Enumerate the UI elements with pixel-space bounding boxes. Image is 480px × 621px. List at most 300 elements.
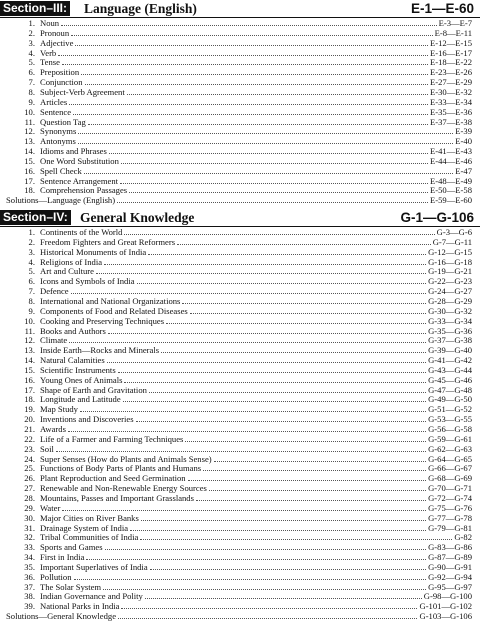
entry-number: 16. — [24, 374, 35, 385]
toc-entry — [0, 473, 480, 483]
entry-pages: G-64—G-65 — [428, 453, 472, 464]
entry-leader-line — [40, 28, 472, 38]
entry-pages: E-59—E-60 — [429, 195, 472, 206]
toc-entry — [0, 542, 480, 552]
toc-entry — [0, 48, 480, 58]
entry-leader-line — [40, 601, 472, 611]
entry-number: 17. — [24, 384, 35, 395]
entry-title: Indian Governance and Polity — [40, 591, 143, 602]
dot-leader — [56, 444, 426, 452]
entry-leader-line — [6, 611, 472, 621]
entry-title: Historical Monuments of India — [40, 246, 147, 257]
dot-leader — [129, 185, 428, 193]
entry-leader-line — [40, 166, 472, 176]
entry-number: 22. — [24, 433, 35, 444]
entry-number: 2. — [28, 236, 35, 247]
dot-leader — [203, 463, 426, 471]
entry-title: Tribal Communities of India — [40, 532, 139, 543]
entry-number: 10. — [24, 106, 35, 117]
toc-entry — [0, 316, 480, 326]
toc-entry — [0, 296, 480, 306]
dot-leader — [75, 38, 428, 46]
entry-title: National Parks in India — [40, 601, 120, 612]
entry-number: 14. — [24, 355, 35, 366]
toc-entry — [0, 126, 480, 136]
entry-title: Question Tag — [40, 116, 86, 127]
entry-pages: G-47—G-48 — [428, 384, 472, 395]
entry-pages: E-41—E-43 — [429, 146, 472, 157]
entry-number: 32. — [24, 532, 35, 543]
entry-number: 19. — [24, 404, 35, 415]
dot-leader — [177, 237, 431, 245]
solutions-entry — [0, 611, 480, 621]
entry-title: Super Senses (How do Plants and Animals Sense) — [40, 453, 212, 464]
toc-entry — [0, 146, 480, 156]
entry-number: 16. — [24, 165, 35, 176]
toc-entry — [0, 237, 480, 247]
dot-leader — [166, 316, 426, 324]
entry-leader-line — [40, 572, 472, 582]
entry-pages: G-37—G-38 — [428, 335, 472, 346]
entry-pages: G-35—G-36 — [428, 325, 472, 336]
toc-entry — [0, 38, 480, 48]
toc-entry — [0, 532, 480, 542]
dot-leader — [62, 503, 426, 511]
entry-pages: G-103—G-106 — [419, 611, 472, 621]
section-iii-title: Language (English) — [84, 1, 197, 16]
entry-leader-line — [40, 77, 472, 87]
entry-title: Articles — [40, 96, 68, 107]
entry-number: 8. — [28, 86, 35, 97]
entry-title: Shape of Earth and Gravitation — [40, 384, 147, 395]
entry-number: 6. — [28, 67, 35, 78]
entry-number: 13. — [24, 136, 35, 147]
entry-title: International and National Organizations — [40, 295, 181, 306]
dot-leader — [185, 434, 426, 442]
entry-title: Books and Authors — [40, 325, 106, 336]
entry-leader-line — [40, 48, 472, 58]
toc-entry — [0, 345, 480, 355]
entry-title: Renewable and Non-Renewable Energy Sources — [40, 483, 207, 494]
entry-title: Mountains, Passes and Important Grasslands — [40, 492, 194, 503]
toc-entry — [0, 117, 480, 127]
entry-number: 5. — [28, 266, 35, 277]
entry-pages: G-101—G-102 — [419, 601, 472, 612]
toc-entry — [0, 463, 480, 473]
entry-leader-line — [40, 404, 472, 414]
entry-pages: G-98—G-100 — [423, 591, 472, 602]
entry-title: Life of a Farmer and Farming Techniques — [40, 433, 184, 444]
dot-leader — [196, 493, 426, 501]
dot-leader — [74, 572, 427, 580]
entry-number: 12. — [24, 335, 35, 346]
dot-leader — [104, 257, 426, 265]
entry-title: Scientific Instruments — [40, 364, 116, 375]
entry-pages: G-28—G-29 — [428, 295, 472, 306]
toc-entry — [0, 247, 480, 257]
entry-leader-line — [40, 38, 472, 48]
dot-leader — [107, 355, 426, 363]
dot-leader — [182, 296, 426, 304]
entry-leader-line — [40, 107, 472, 117]
entry-title: Antonyms — [40, 136, 76, 147]
entry-title: Adjective — [40, 37, 74, 48]
entry-number: 21. — [24, 424, 35, 434]
entry-title: Icons and Symbols of India — [40, 276, 135, 287]
entry-pages: G-90—G-91 — [428, 561, 472, 572]
entry-number: 37. — [24, 581, 35, 592]
entry-number: 8. — [28, 295, 35, 306]
toc-entry — [0, 28, 480, 38]
entry-leader-line — [40, 185, 472, 195]
toc-entry — [0, 257, 480, 267]
entry-number: 4. — [28, 256, 35, 267]
toc-entry — [0, 394, 480, 404]
entry-leader-line — [40, 375, 472, 385]
toc-entry — [0, 523, 480, 533]
entry-leader-line — [40, 266, 472, 276]
entry-number: 30. — [24, 512, 35, 523]
toc-entry — [0, 276, 480, 286]
entry-pages: E-39 — [455, 126, 472, 137]
entry-number: 3. — [28, 37, 35, 48]
entry-number: 33. — [24, 542, 35, 553]
entry-leader-line — [40, 276, 472, 286]
entry-number: 4. — [28, 47, 35, 58]
dot-leader — [109, 146, 428, 154]
dot-leader — [190, 306, 426, 314]
entry-leader-line — [40, 463, 472, 473]
entry-number: 11. — [24, 116, 35, 127]
entry-pages: E-27—E-29 — [429, 77, 472, 88]
entry-title: Plant Reproduction and Seed Germination — [40, 473, 186, 484]
entry-number: 28. — [24, 492, 35, 503]
toc-entry — [0, 57, 480, 67]
entry-pages: E-23—E-26 — [429, 67, 472, 78]
toc-entry — [0, 326, 480, 336]
dot-leader — [61, 18, 436, 26]
dot-leader — [150, 562, 426, 570]
entry-leader-line — [40, 326, 472, 336]
dot-leader — [121, 601, 417, 609]
toc-entry — [0, 136, 480, 146]
entry-leader-line — [40, 473, 472, 483]
entry-leader-line — [40, 57, 472, 67]
entry-title: Climate — [40, 335, 68, 346]
dot-leader — [121, 156, 428, 164]
toc-entry — [0, 18, 480, 28]
toc-entry — [0, 166, 480, 176]
toc-entry — [0, 375, 480, 385]
entry-leader-line — [40, 591, 472, 601]
toc-entry — [0, 493, 480, 503]
entry-number: 20. — [24, 414, 35, 425]
entry-title: Comprehension Passages — [40, 185, 128, 196]
entry-pages: G-19—G-21 — [428, 266, 472, 277]
toc-entry — [0, 414, 480, 424]
entry-number: 29. — [24, 502, 35, 513]
dot-leader — [145, 591, 422, 599]
dot-leader — [124, 227, 434, 235]
entry-pages: E-44—E-46 — [429, 155, 472, 166]
toc-entry — [0, 335, 480, 345]
entry-title: Solutions—Language (English) — [6, 195, 116, 206]
toc-entry — [0, 176, 480, 186]
dot-leader — [71, 286, 426, 294]
entry-title: Inventions and Discoveries — [40, 414, 134, 425]
toc-entry — [0, 601, 480, 611]
entry-leader-line — [40, 424, 472, 434]
entry-pages: G-16—G-18 — [428, 256, 472, 267]
dot-leader — [78, 136, 453, 144]
entry-title: Sports and Games — [40, 542, 103, 553]
entry-number: 18. — [24, 185, 35, 196]
entry-number: 1. — [28, 227, 35, 237]
entry-pages: G-75—G-76 — [428, 502, 472, 513]
dot-leader — [73, 107, 428, 115]
entry-title: Defence — [40, 286, 69, 297]
dot-leader — [96, 266, 426, 274]
entry-title: Sentence Arrangement — [40, 175, 119, 186]
entry-leader-line — [40, 136, 472, 146]
toc-entry — [0, 227, 480, 237]
dot-leader — [117, 195, 428, 203]
dot-leader — [78, 126, 453, 134]
entry-leader-line — [40, 227, 472, 237]
entry-pages: G-83—G-86 — [428, 542, 472, 553]
entry-title: Sentence — [40, 106, 72, 117]
toc-entry — [0, 156, 480, 166]
entry-number: 23. — [24, 443, 35, 454]
entry-pages: G-7—G-11 — [432, 236, 472, 247]
section-iv-tag: Section–IV: — [0, 210, 71, 225]
entry-pages: E-3—E-7 — [438, 18, 472, 28]
entry-pages: E-50—E-58 — [429, 185, 472, 196]
entry-leader-line — [40, 176, 472, 186]
entry-pages: G-70—G-71 — [428, 483, 472, 494]
entry-title: Noun — [40, 18, 60, 28]
toc-entry — [0, 552, 480, 562]
entry-number: 36. — [24, 571, 35, 582]
entry-number: 35. — [24, 561, 35, 572]
entry-number: 5. — [28, 57, 35, 68]
dot-leader — [71, 28, 432, 36]
entry-pages: E-48—E-49 — [429, 175, 472, 186]
toc-entry — [0, 424, 480, 434]
entry-title: Drainage System of India — [40, 522, 129, 533]
entry-title: Preposition — [40, 67, 80, 78]
entry-leader-line — [40, 316, 472, 326]
dot-leader — [108, 326, 426, 334]
entry-leader-line — [40, 296, 472, 306]
entry-leader-line — [6, 195, 472, 205]
entry-number: 9. — [28, 96, 35, 107]
entry-pages: G-43—G-44 — [428, 364, 472, 375]
entry-pages: E-16—E-17 — [429, 47, 472, 58]
toc-entry — [0, 483, 480, 493]
entry-number: 13. — [24, 345, 35, 356]
entry-title: Continents of the World — [40, 227, 123, 237]
dot-leader — [137, 276, 427, 284]
entry-title: Tense — [40, 57, 60, 68]
dot-leader — [69, 335, 426, 343]
entry-leader-line — [40, 532, 472, 542]
entry-leader-line — [40, 385, 472, 395]
dot-leader — [62, 57, 428, 65]
entry-leader-line — [40, 126, 472, 136]
entry-title: Components of Food and Related Diseases — [40, 305, 188, 316]
entry-number: 11. — [24, 325, 35, 336]
entry-leader-line — [40, 434, 472, 444]
entry-title: Conjunction — [40, 77, 83, 88]
toc-entry — [0, 355, 480, 365]
entry-number: 7. — [28, 286, 35, 297]
toc-entry — [0, 107, 480, 117]
entry-title: Important Superlatives of India — [40, 561, 148, 572]
entry-pages: G-92—G-94 — [428, 571, 472, 582]
entry-title: The Solar System — [40, 581, 102, 592]
toc-entry — [0, 97, 480, 107]
entry-leader-line — [40, 365, 472, 375]
entry-number: 1. — [28, 18, 35, 28]
entry-leader-line — [40, 67, 472, 77]
entry-title: Cooking and Preserving Techniques — [40, 315, 165, 326]
dot-leader — [120, 176, 428, 184]
entry-title: Solutions—General Knowledge — [6, 611, 117, 621]
entry-number: 27. — [24, 483, 35, 494]
entry-title: Longitude and Latitude — [40, 394, 121, 405]
entry-pages: E-40 — [455, 136, 472, 147]
entry-pages: G-39—G-40 — [428, 345, 472, 356]
dot-leader — [123, 394, 426, 402]
dot-leader — [88, 117, 428, 125]
toc-entry — [0, 582, 480, 592]
entry-leader-line — [40, 257, 472, 267]
entry-leader-line — [40, 394, 472, 404]
entry-pages: G-59—G-61 — [428, 433, 472, 444]
toc-entry — [0, 444, 480, 454]
entry-pages: E-30—E-32 — [429, 86, 472, 97]
entry-title: Religions of India — [40, 256, 103, 267]
toc-entry — [0, 77, 480, 87]
entry-pages: E-33—E-34 — [429, 96, 472, 107]
entry-pages: G-82 — [454, 532, 472, 543]
dot-leader — [81, 67, 428, 75]
entry-leader-line — [40, 513, 472, 523]
entry-title: Freedom Fighters and Great Reformers — [40, 236, 176, 247]
entry-pages: G-30—G-32 — [428, 305, 472, 316]
entry-title: Soil — [40, 443, 54, 454]
entry-pages: G-45—G-46 — [428, 374, 472, 385]
entry-number: 15. — [24, 364, 35, 375]
entry-title: Young Ones of Animals — [40, 374, 123, 385]
entry-title: Verb — [40, 47, 57, 58]
entry-leader-line — [40, 87, 472, 97]
entry-title: Functions of Body Parts of Plants and Humans — [40, 463, 202, 474]
entry-pages: G-3—G-6 — [436, 227, 472, 237]
dot-leader — [80, 404, 426, 412]
entry-pages: E-12—E-15 — [429, 37, 472, 48]
entry-title: First in India — [40, 552, 85, 563]
section-iii-header — [0, 0, 480, 17]
toc-entry — [0, 67, 480, 77]
entry-title: Inside Earth—Rocks and Minerals — [40, 345, 160, 356]
entry-leader-line — [40, 582, 472, 592]
solutions-entry — [0, 195, 480, 205]
dot-leader — [84, 166, 454, 174]
entry-number: 26. — [24, 473, 35, 484]
dot-leader — [141, 513, 426, 521]
toc-entry — [0, 434, 480, 444]
entry-leader-line — [40, 542, 472, 552]
entry-title: Pollution — [40, 571, 72, 582]
entry-title: Awards — [40, 424, 66, 434]
entry-number: 12. — [24, 126, 35, 137]
entry-number: 17. — [24, 175, 35, 186]
entry-number: 38. — [24, 591, 35, 602]
entry-title: One Word Substitution — [40, 155, 119, 166]
dot-leader — [118, 365, 426, 373]
dot-leader — [85, 77, 428, 85]
entry-number: 31. — [24, 522, 35, 533]
section-iv-title: General Knowledge — [80, 210, 195, 225]
dot-leader — [140, 532, 452, 540]
toc-entry — [0, 562, 480, 572]
dot-leader — [161, 345, 426, 353]
entry-number: 6. — [28, 276, 35, 287]
entry-number: 15. — [24, 155, 35, 166]
entry-leader-line — [40, 247, 472, 257]
entry-pages: G-53—G-55 — [428, 414, 472, 425]
toc-entry — [0, 572, 480, 582]
entry-title: Art and Culture — [40, 266, 94, 277]
entry-leader-line — [40, 156, 472, 166]
dot-leader — [148, 247, 426, 255]
toc-entry — [0, 513, 480, 523]
toc-entry — [0, 385, 480, 395]
dot-leader — [86, 552, 426, 560]
toc-entry — [0, 454, 480, 464]
entry-title: Subject-Verb Agreement — [40, 86, 125, 97]
section-iii-page-range: E-1—E-60 — [410, 1, 474, 16]
entry-leader-line — [40, 503, 472, 513]
entry-pages: G-56—G-58 — [428, 424, 472, 434]
entry-number: 39. — [24, 601, 35, 612]
entry-leader-line — [40, 97, 472, 107]
toc-entry — [0, 266, 480, 276]
toc-entry — [0, 87, 480, 97]
entry-number: 10. — [24, 315, 35, 326]
entry-leader-line — [40, 286, 472, 296]
entry-leader-line — [40, 493, 472, 503]
dot-leader — [188, 473, 426, 481]
entry-pages: G-62—G-63 — [428, 443, 472, 454]
entry-title: Idioms and Phrases — [40, 146, 107, 157]
entry-pages: E-37—E-38 — [429, 116, 472, 127]
entry-pages: G-51—G-52 — [428, 404, 472, 415]
entry-pages: G-49—G-50 — [428, 394, 472, 405]
entry-leader-line — [40, 335, 472, 345]
entry-pages: G-33—G-34 — [428, 315, 472, 326]
entry-pages: G-79—G-81 — [428, 522, 472, 533]
entry-leader-line — [40, 523, 472, 533]
dot-leader — [68, 424, 426, 432]
entry-leader-line — [40, 237, 472, 247]
entry-number: 2. — [28, 27, 35, 38]
entry-pages: E-35—E-36 — [429, 106, 472, 117]
entry-title: Synonyms — [40, 126, 77, 137]
dot-leader — [105, 542, 427, 550]
